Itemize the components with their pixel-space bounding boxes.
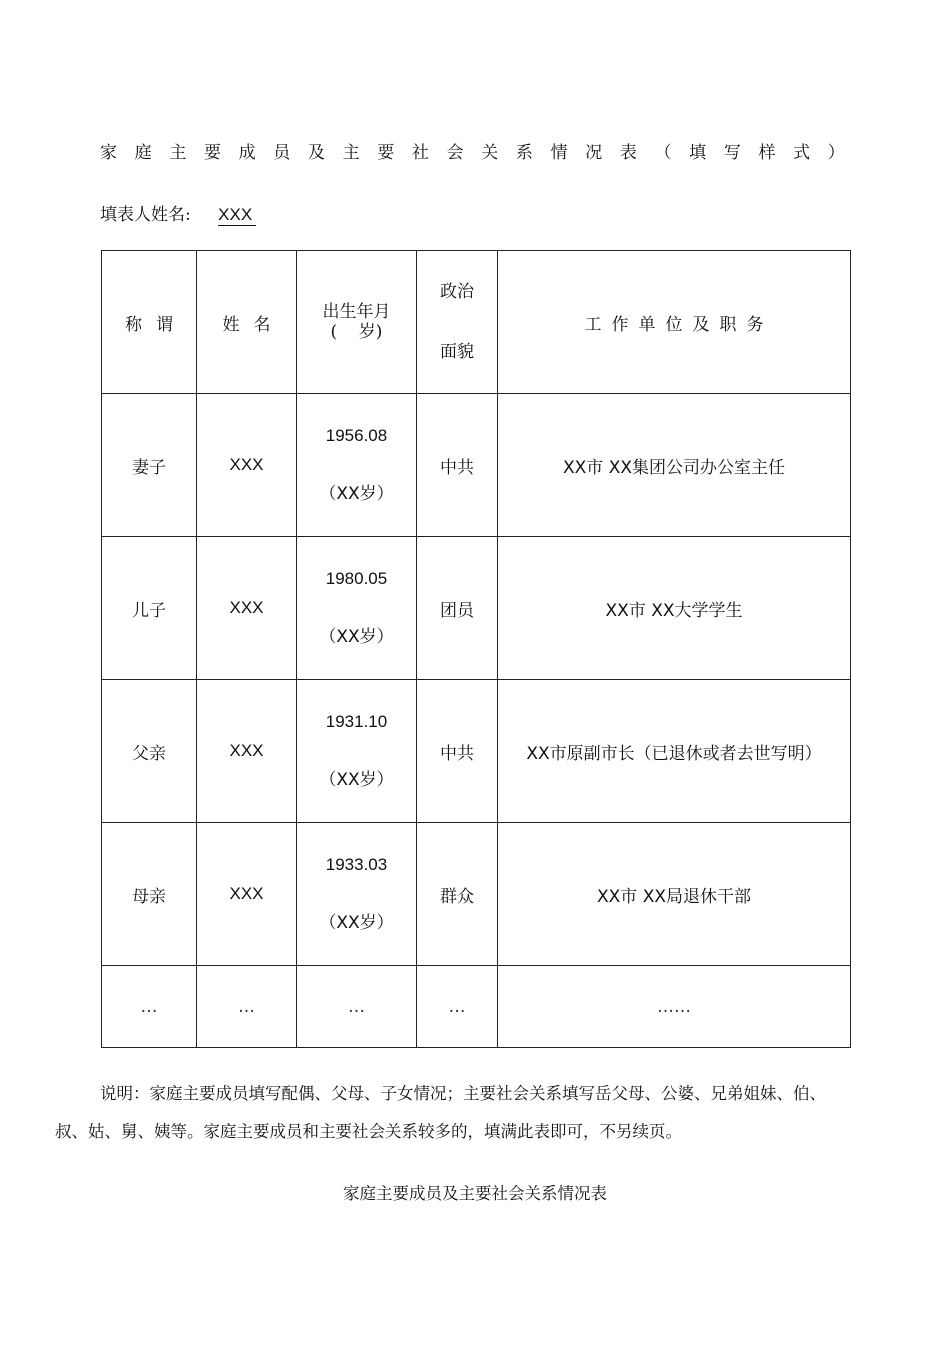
page-title-char: 样	[758, 143, 776, 163]
cell-ellipsis-long: ……	[498, 966, 851, 1048]
page-title-char: 表	[619, 143, 637, 163]
page-title-char: 填	[689, 143, 707, 163]
table-row	[102, 823, 851, 966]
page-title-char: 况	[585, 143, 603, 163]
cell-politics: 群众	[417, 823, 498, 966]
table-row	[102, 394, 851, 537]
family-table	[101, 250, 851, 1048]
page-title-char: 关	[481, 143, 499, 163]
cell-birth-date: 1956.08	[325, 426, 388, 445]
cell-birth-date: 1931.10	[325, 712, 388, 731]
cell-birth	[297, 394, 417, 537]
footer-title: 家庭主要成员及主要社会关系情况表	[343, 1184, 607, 1203]
cell-birth-date: 1933.03	[325, 855, 388, 874]
cell-relation: 父亲	[102, 680, 197, 823]
cell-relation: 妻子	[102, 394, 197, 537]
cell-ellipsis: …	[417, 966, 498, 1048]
table-header-row	[102, 251, 851, 394]
page-title-char: 家	[100, 143, 117, 163]
filler-label: 填表人姓名:	[100, 205, 191, 225]
page-title-char: 主	[169, 143, 187, 163]
page-title-char: ）	[827, 143, 845, 163]
table-row	[102, 680, 851, 823]
cell-work: XX市 XX局退休干部	[498, 823, 851, 966]
page-title-char: 及	[307, 143, 325, 163]
cell-birth	[297, 680, 417, 823]
cell-name: XXX	[197, 823, 297, 966]
page-title-char: 会	[446, 143, 464, 163]
header-politics-line1: 政治	[440, 282, 474, 302]
cell-birth-date: 1980.05	[325, 569, 388, 588]
cell-age: （XX岁）	[319, 484, 394, 504]
page-title-char: 写	[723, 143, 741, 163]
header-relation: 称谓	[102, 251, 197, 394]
table-row-ellipsis	[102, 966, 851, 1048]
page-title-char: 式	[793, 143, 811, 163]
page-title-char: 庭	[134, 143, 152, 163]
page-title-char: 要	[203, 143, 221, 163]
cell-relation: 母亲	[102, 823, 197, 966]
page-title-char: 情	[550, 143, 568, 163]
cell-ellipsis: …	[197, 966, 297, 1048]
page-title-char: 主	[342, 143, 360, 163]
header-name: 姓名	[197, 251, 297, 394]
page-title-char: 系	[515, 143, 533, 163]
cell-work: XX市 XX集团公司办公室主任	[498, 394, 851, 537]
cell-work: XX市原副市长（已退休或者去世写明）	[498, 680, 851, 823]
header-birth-line1: 出生年月	[322, 302, 391, 322]
header-politics-line2: 面貌	[440, 342, 474, 362]
page-title-char: 员	[273, 143, 291, 163]
page-title	[100, 138, 845, 163]
cell-work: XX市 XX大学学生	[498, 537, 851, 680]
cell-birth	[297, 537, 417, 680]
page-title-char: （	[654, 143, 672, 163]
table-row	[102, 537, 851, 680]
cell-name: XXX	[197, 394, 297, 537]
filler-row	[100, 200, 256, 226]
header-politics	[417, 251, 498, 394]
cell-relation: 儿子	[102, 537, 197, 680]
page-title-char: 成	[238, 143, 256, 163]
cell-ellipsis: …	[102, 966, 197, 1048]
cell-name: XXX	[197, 680, 297, 823]
page-title-char: 社	[411, 143, 429, 163]
header-birth-line2: ( 岁)	[330, 322, 383, 342]
cell-age: （XX岁）	[319, 627, 394, 647]
header-work: 工作单位及职务	[498, 251, 851, 394]
cell-politics: 中共	[417, 680, 498, 823]
explanation-note: 说明：家庭主要成员填写配偶、父母、子女情况；主要社会关系填写岳父母、公婆、兄弟姐妹、伯、叔、姑、舅、姨等。家庭主要成员和主要社会关系较多的，填满此表即可，不另续页。	[55, 1084, 826, 1141]
cell-birth	[297, 823, 417, 966]
cell-politics: 中共	[417, 394, 498, 537]
cell-age: （XX岁）	[319, 913, 394, 933]
cell-age: （XX岁）	[319, 770, 394, 790]
header-birth	[297, 251, 417, 394]
page-title-char: 要	[377, 143, 395, 163]
cell-politics: 团员	[417, 537, 498, 680]
cell-ellipsis: …	[297, 966, 417, 1048]
filler-name-value: XXX	[218, 205, 256, 226]
cell-name: XXX	[197, 537, 297, 680]
